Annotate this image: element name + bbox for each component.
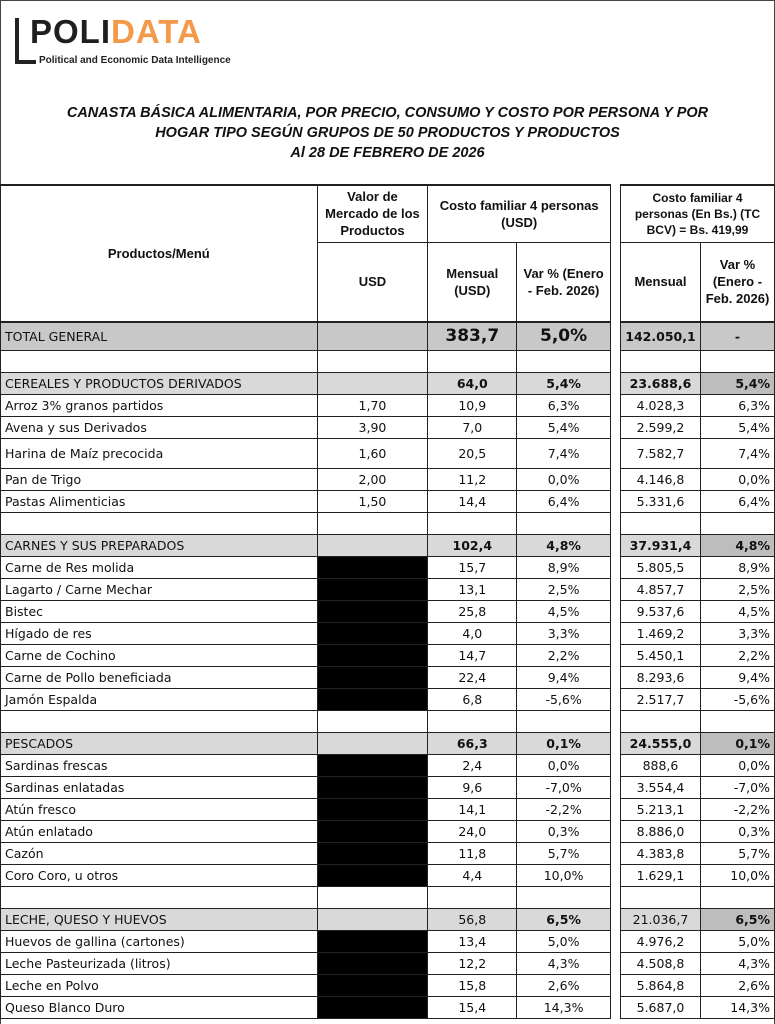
product-bs-var: 14,3%	[700, 996, 774, 1018]
redacted-price	[317, 578, 428, 600]
product-row	[1, 468, 611, 490]
group-usd-monthly: 56,8	[428, 908, 517, 930]
spacer-row	[621, 512, 775, 534]
polidata-logo	[15, 14, 255, 70]
logo-word-data: DATA	[111, 13, 202, 50]
group-bs-monthly: 23.688,6	[621, 372, 701, 394]
product-usd-monthly: 14,4	[428, 490, 517, 512]
product-usd-var: 6,3%	[517, 394, 611, 416]
spacer-cell	[428, 886, 517, 908]
product-name: Harina de Maíz precocida	[1, 438, 318, 468]
product-name: Carne de Pollo beneficiada	[1, 666, 318, 688]
header-market-value: Valor de Mercado de los Productos	[317, 185, 428, 242]
product-row-bs	[621, 930, 775, 952]
product-usd-monthly: 4,4	[428, 864, 517, 886]
product-bs-var: 5,7%	[700, 842, 774, 864]
redacted-price	[317, 842, 428, 864]
report-title	[0, 103, 775, 163]
spacer-row	[1, 710, 611, 732]
group-row-bs	[621, 534, 775, 556]
product-bs-monthly: 4.508,8	[621, 952, 701, 974]
total-row-bs	[621, 322, 775, 350]
redacted-price	[317, 776, 428, 798]
product-bs-var: 0,0%	[700, 754, 774, 776]
product-row-bs	[621, 688, 775, 710]
product-bs-monthly: 5.213,1	[621, 798, 701, 820]
product-usd-var: 10,0%	[517, 864, 611, 886]
product-name: Pan de Trigo	[1, 468, 318, 490]
spacer-cell	[517, 886, 611, 908]
product-bs-var: 4,5%	[700, 600, 774, 622]
product-usd-var: 5,4%	[517, 416, 611, 438]
group-usd-var: 6,5%	[517, 908, 611, 930]
header-market-value-unit: USD	[317, 242, 428, 322]
product-usd-var: 0,0%	[517, 754, 611, 776]
product-bs-var: 2,2%	[700, 644, 774, 666]
spacer-cell	[428, 710, 517, 732]
product-usd-var: 8,9%	[517, 556, 611, 578]
redacted-price	[317, 798, 428, 820]
group-price	[317, 534, 428, 556]
group-row	[1, 534, 611, 556]
group-bs-var: 5,4%	[700, 372, 774, 394]
group-bs-var: 6,5%	[700, 908, 774, 930]
product-bs-var: 5,4%	[700, 416, 774, 438]
spacer-cell	[517, 710, 611, 732]
redacted-price	[317, 600, 428, 622]
product-bs-var: 7,4%	[700, 438, 774, 468]
group-price	[317, 372, 428, 394]
product-usd-var: 4,3%	[517, 952, 611, 974]
product-usd-var: 2,2%	[517, 644, 611, 666]
spacer-cell	[317, 350, 428, 372]
spacer-cell	[1, 886, 318, 908]
product-name: Leche Pasteurizada (litros)	[1, 952, 318, 974]
product-usd-var: 2,5%	[517, 578, 611, 600]
header-var-usd: Var % (Enero - Feb. 2026)	[517, 242, 611, 322]
product-row	[1, 952, 611, 974]
product-usd-var: 4,5%	[517, 600, 611, 622]
product-usd-monthly: 15,8	[428, 974, 517, 996]
product-row-bs	[621, 438, 775, 468]
total-bs-var: -	[700, 322, 774, 350]
product-row	[1, 666, 611, 688]
header-family-cost-bs: Costo familiar 4 personas (En Bs.) (TC BCV) = Bs. 419,99	[621, 185, 775, 242]
product-bs-var: 10,0%	[700, 864, 774, 886]
spacer-cell	[517, 350, 611, 372]
product-name: Pastas Alimenticias	[1, 490, 318, 512]
product-usd-var: -5,6%	[517, 688, 611, 710]
redacted-price	[317, 754, 428, 776]
title-line-3: Al 28 DE FEBRERO DE 2026	[290, 145, 485, 161]
product-bs-var: 2,6%	[700, 974, 774, 996]
spacer-cell	[317, 886, 428, 908]
product-usd-monthly: 12,2	[428, 952, 517, 974]
product-usd-monthly: 4,0	[428, 622, 517, 644]
spacer-cell	[621, 886, 701, 908]
product-bs-monthly: 1.469,2	[621, 622, 701, 644]
product-row-bs	[621, 820, 775, 842]
spacer-row	[621, 886, 775, 908]
product-usd-monthly: 15,4	[428, 996, 517, 1018]
product-bs-var: 9,4%	[700, 666, 774, 688]
product-bs-monthly: 5.687,0	[621, 996, 701, 1018]
group-row	[1, 732, 611, 754]
product-usd-var: 0,0%	[517, 468, 611, 490]
product-row	[1, 842, 611, 864]
spacer-cell	[517, 512, 611, 534]
product-row	[1, 622, 611, 644]
product-name: Huevos de gallina (cartones)	[1, 930, 318, 952]
product-usd-var: 3,3%	[517, 622, 611, 644]
product-bs-var: -2,2%	[700, 798, 774, 820]
product-usd-monthly: 22,4	[428, 666, 517, 688]
group-usd-var: 5,4%	[517, 372, 611, 394]
logo-bracket-foot-icon	[15, 60, 36, 64]
product-row-bs	[621, 490, 775, 512]
spacer-cell	[428, 512, 517, 534]
group-name: LECHE, QUESO Y HUEVOS	[1, 908, 318, 930]
logo-word-poli: POLI	[30, 13, 112, 50]
header-family-cost-usd: Costo familiar 4 personas (USD)	[428, 185, 611, 242]
product-bs-monthly: 1.629,1	[621, 864, 701, 886]
product-row-bs	[621, 864, 775, 886]
product-name: Bistec	[1, 600, 318, 622]
product-bs-monthly: 4.976,2	[621, 930, 701, 952]
product-row	[1, 930, 611, 952]
product-row	[1, 974, 611, 996]
product-usd-monthly: 14,7	[428, 644, 517, 666]
product-name: Cazón	[1, 842, 318, 864]
header-var-bs: Var % (Enero - Feb. 2026)	[700, 242, 774, 322]
product-row-bs	[621, 798, 775, 820]
spacer-cell	[700, 350, 774, 372]
title-line-1: CANASTA BÁSICA ALIMENTARIA, POR PRECIO, CONSUMO Y COSTO POR PERSONA Y POR	[66, 105, 709, 121]
product-name: Atún fresco	[1, 798, 318, 820]
total-bs-monthly: 142.050,1	[621, 322, 701, 350]
redacted-price	[317, 666, 428, 688]
group-row-bs	[621, 732, 775, 754]
usd-cost-table	[0, 184, 611, 1019]
group-row-bs	[621, 372, 775, 394]
product-bs-monthly: 4.146,8	[621, 468, 701, 490]
product-usd-monthly: 25,8	[428, 600, 517, 622]
product-name: Leche en Polvo	[1, 974, 318, 996]
product-row	[1, 798, 611, 820]
group-name: CEREALES Y PRODUCTOS DERIVADOS	[1, 372, 318, 394]
product-usd-var: 5,0%	[517, 930, 611, 952]
redacted-price	[317, 820, 428, 842]
product-bs-monthly: 2.599,2	[621, 416, 701, 438]
product-row	[1, 688, 611, 710]
product-price: 1,50	[317, 490, 428, 512]
spacer-cell	[700, 710, 774, 732]
spacer-cell	[621, 512, 701, 534]
group-usd-monthly: 64,0	[428, 372, 517, 394]
spacer-cell	[1, 710, 318, 732]
group-usd-monthly: 102,4	[428, 534, 517, 556]
product-usd-monthly: 2,4	[428, 754, 517, 776]
spacer-cell	[428, 350, 517, 372]
product-name: Queso Blanco Duro	[1, 996, 318, 1018]
product-row	[1, 820, 611, 842]
spacer-cell	[1, 512, 318, 534]
total-price	[317, 322, 428, 350]
product-usd-monthly: 15,7	[428, 556, 517, 578]
product-row-bs	[621, 644, 775, 666]
product-name: Carne de Res molida	[1, 556, 318, 578]
product-usd-monthly: 14,1	[428, 798, 517, 820]
product-usd-var: 9,4%	[517, 666, 611, 688]
group-bs-monthly: 21.036,7	[621, 908, 701, 930]
product-usd-monthly: 20,5	[428, 438, 517, 468]
product-row	[1, 864, 611, 886]
redacted-price	[317, 644, 428, 666]
product-bs-var: 6,3%	[700, 394, 774, 416]
spacer-row	[621, 350, 775, 372]
group-usd-monthly: 66,3	[428, 732, 517, 754]
redacted-price	[317, 688, 428, 710]
product-usd-var: -7,0%	[517, 776, 611, 798]
product-bs-var: -7,0%	[700, 776, 774, 798]
product-usd-monthly: 13,4	[428, 930, 517, 952]
spacer-row	[1, 350, 611, 372]
product-name: Atún enlatado	[1, 820, 318, 842]
spacer-row	[1, 512, 611, 534]
bs-cost-table	[620, 184, 775, 1019]
product-name: Jamón Espalda	[1, 688, 318, 710]
redacted-price	[317, 556, 428, 578]
product-row-bs	[621, 578, 775, 600]
group-name: PESCADOS	[1, 732, 318, 754]
product-price: 3,90	[317, 416, 428, 438]
group-bs-monthly: 24.555,0	[621, 732, 701, 754]
product-row	[1, 644, 611, 666]
product-usd-var: 14,3%	[517, 996, 611, 1018]
product-usd-monthly: 9,6	[428, 776, 517, 798]
product-row-bs	[621, 776, 775, 798]
product-bs-monthly: 5.450,1	[621, 644, 701, 666]
product-row-bs	[621, 754, 775, 776]
group-price	[317, 908, 428, 930]
product-name: Lagarto / Carne Mechar	[1, 578, 318, 600]
product-usd-monthly: 10,9	[428, 394, 517, 416]
product-usd-monthly: 7,0	[428, 416, 517, 438]
product-price: 1,60	[317, 438, 428, 468]
product-row	[1, 754, 611, 776]
spacer-cell	[621, 350, 701, 372]
redacted-price	[317, 974, 428, 996]
total-row	[1, 322, 611, 350]
spacer-cell	[317, 710, 428, 732]
product-bs-monthly: 9.537,6	[621, 600, 701, 622]
spacer-cell	[700, 886, 774, 908]
product-row-bs	[621, 996, 775, 1018]
product-row-bs	[621, 556, 775, 578]
product-bs-var: 5,0%	[700, 930, 774, 952]
product-row-bs	[621, 468, 775, 490]
product-row	[1, 600, 611, 622]
group-usd-var: 0,1%	[517, 732, 611, 754]
product-row-bs	[621, 394, 775, 416]
redacted-price	[317, 930, 428, 952]
product-row	[1, 490, 611, 512]
title-line-2: HOGAR TIPO SEGÚN GRUPOS DE 50 PRODUCTOS Y PRODUCTOS	[155, 125, 620, 141]
product-name: Sardinas frescas	[1, 754, 318, 776]
product-row-bs	[621, 666, 775, 688]
group-bs-var: 0,1%	[700, 732, 774, 754]
product-bs-monthly: 4.028,3	[621, 394, 701, 416]
product-bs-monthly: 8.886,0	[621, 820, 701, 842]
redacted-price	[317, 622, 428, 644]
spacer-row	[621, 710, 775, 732]
group-row-bs	[621, 908, 775, 930]
product-usd-monthly: 6,8	[428, 688, 517, 710]
header-monthly-usd: Mensual (USD)	[428, 242, 517, 322]
product-name: Arroz 3% granos partidos	[1, 394, 318, 416]
group-bs-monthly: 37.931,4	[621, 534, 701, 556]
logo-tagline: Political and Economic Data Intelligence	[39, 55, 231, 66]
product-bs-monthly: 4.383,8	[621, 842, 701, 864]
product-bs-monthly: 8.293,6	[621, 666, 701, 688]
product-usd-var: -2,2%	[517, 798, 611, 820]
header-products: Productos/Menú	[1, 185, 318, 322]
product-price: 1,70	[317, 394, 428, 416]
group-price	[317, 732, 428, 754]
total-label: TOTAL GENERAL	[1, 322, 318, 350]
group-usd-var: 4,8%	[517, 534, 611, 556]
product-row	[1, 416, 611, 438]
product-usd-var: 0,3%	[517, 820, 611, 842]
product-bs-var: -5,6%	[700, 688, 774, 710]
product-bs-monthly: 4.857,7	[621, 578, 701, 600]
product-bs-monthly: 7.582,7	[621, 438, 701, 468]
product-usd-var: 6,4%	[517, 490, 611, 512]
product-bs-var: 2,5%	[700, 578, 774, 600]
product-row	[1, 438, 611, 468]
product-row	[1, 578, 611, 600]
header-monthly-bs: Mensual	[621, 242, 701, 322]
product-bs-var: 0,0%	[700, 468, 774, 490]
product-usd-var: 2,6%	[517, 974, 611, 996]
product-usd-var: 5,7%	[517, 842, 611, 864]
total-usd-monthly: 383,7	[428, 322, 517, 350]
product-bs-var: 0,3%	[700, 820, 774, 842]
redacted-price	[317, 864, 428, 886]
product-bs-var: 3,3%	[700, 622, 774, 644]
product-name: Sardinas enlatadas	[1, 776, 318, 798]
product-name: Avena y sus Derivados	[1, 416, 318, 438]
group-row	[1, 908, 611, 930]
product-bs-monthly: 2.517,7	[621, 688, 701, 710]
product-row	[1, 996, 611, 1018]
logo-wordmark	[30, 14, 202, 50]
spacer-cell	[1, 350, 318, 372]
logo-bracket-icon	[15, 18, 19, 64]
product-bs-monthly: 5.864,8	[621, 974, 701, 996]
product-row-bs	[621, 600, 775, 622]
product-name: Hígado de res	[1, 622, 318, 644]
group-bs-var: 4,8%	[700, 534, 774, 556]
product-bs-var: 4,3%	[700, 952, 774, 974]
spacer-cell	[700, 512, 774, 534]
product-bs-monthly: 5.805,5	[621, 556, 701, 578]
product-row	[1, 556, 611, 578]
redacted-price	[317, 952, 428, 974]
product-row-bs	[621, 952, 775, 974]
total-usd-var: 5,0%	[517, 322, 611, 350]
group-name: CARNES Y SUS PREPARADOS	[1, 534, 318, 556]
product-row	[1, 776, 611, 798]
product-row	[1, 394, 611, 416]
product-bs-monthly: 5.331,6	[621, 490, 701, 512]
product-usd-monthly: 13,1	[428, 578, 517, 600]
redacted-price	[317, 996, 428, 1018]
product-row-bs	[621, 416, 775, 438]
product-name: Carne de Cochino	[1, 644, 318, 666]
spacer-cell	[317, 512, 428, 534]
spacer-row	[1, 886, 611, 908]
product-bs-monthly: 3.554,4	[621, 776, 701, 798]
product-bs-monthly: 888,6	[621, 754, 701, 776]
product-usd-monthly: 24,0	[428, 820, 517, 842]
product-bs-var: 6,4%	[700, 490, 774, 512]
product-row-bs	[621, 622, 775, 644]
product-usd-monthly: 11,8	[428, 842, 517, 864]
product-row-bs	[621, 974, 775, 996]
spacer-cell	[621, 710, 701, 732]
product-usd-var: 7,4%	[517, 438, 611, 468]
group-row	[1, 372, 611, 394]
product-price: 2,00	[317, 468, 428, 490]
product-row-bs	[621, 842, 775, 864]
product-bs-var: 8,9%	[700, 556, 774, 578]
product-usd-monthly: 11,2	[428, 468, 517, 490]
product-name: Coro Coro, u otros	[1, 864, 318, 886]
